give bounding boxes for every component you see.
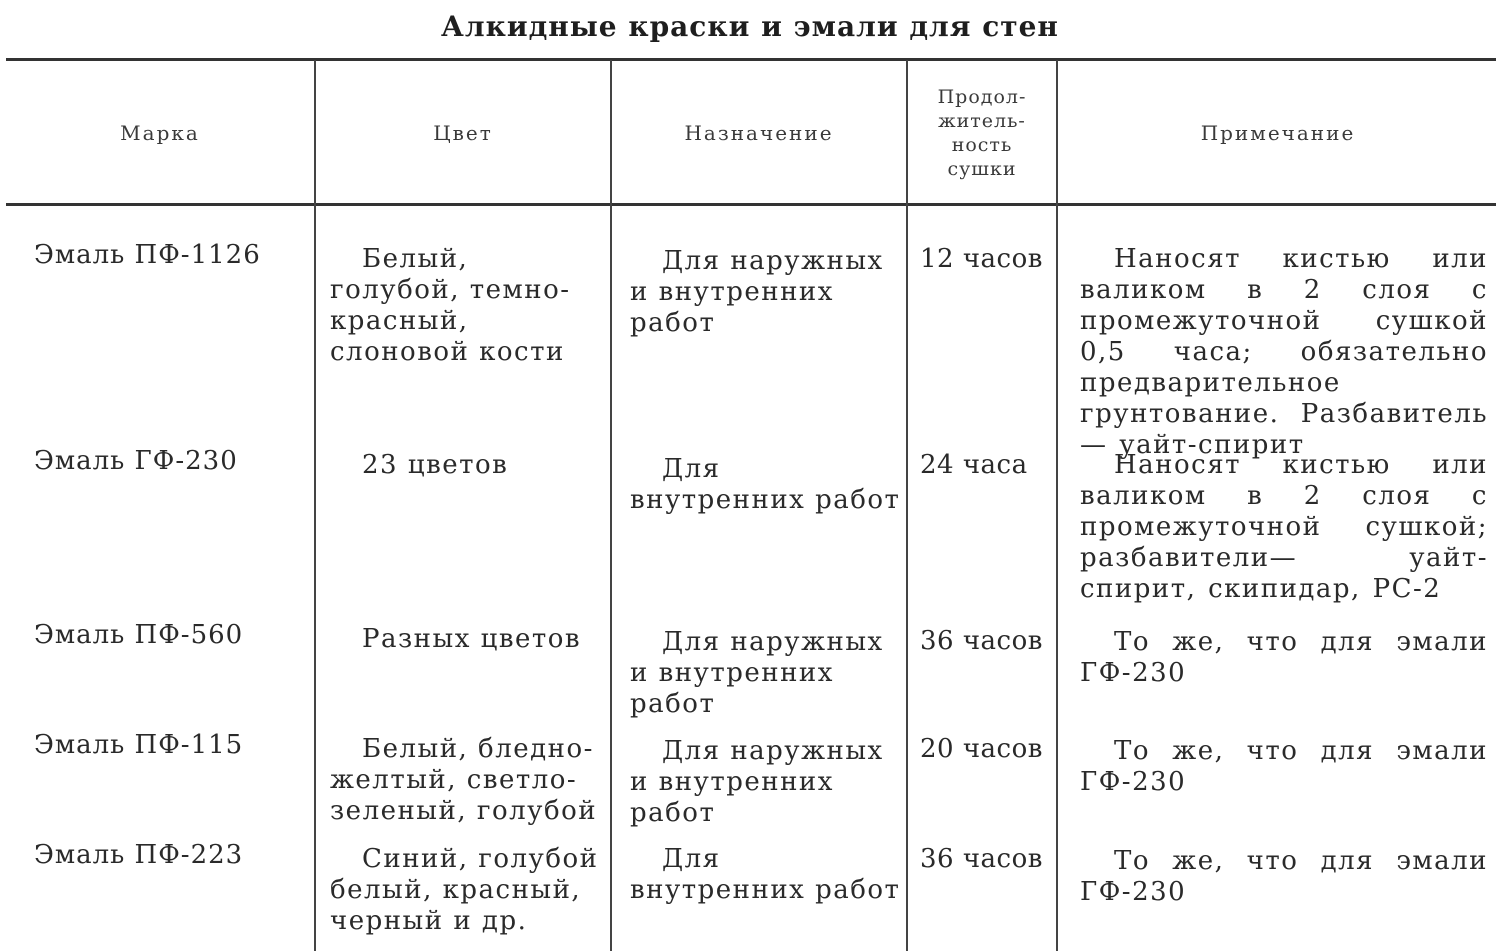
cell-note: То же, что для эмали ГФ-230 bbox=[1080, 627, 1488, 688]
header-color: Цвет bbox=[433, 120, 493, 145]
cell-mark: Эмаль ПФ-115 bbox=[34, 730, 244, 760]
header-purpose: Назначение bbox=[684, 120, 834, 145]
cell-mark: Эмаль ГФ-230 bbox=[34, 446, 238, 476]
cell-mark: Эмаль ПФ-560 bbox=[34, 620, 244, 650]
cell-purpose: Для внутренних работ bbox=[630, 454, 901, 515]
cell-color: Белый, голубой, темно-красный, слоновой кости bbox=[330, 244, 571, 367]
header-note: Примечание bbox=[1200, 120, 1356, 145]
cell-color: Разных цветов bbox=[362, 624, 582, 654]
cell-duration: 24 часа bbox=[920, 450, 1028, 480]
cell-note: Наносят кистью или валиком в 2 слоя с промежуточной сушкой 0,5 часа; обязательно предварительное грунтование. Разбавитель — уайт-спирит bbox=[1080, 244, 1488, 460]
cell-purpose: Для наружных и внутренних работ bbox=[630, 736, 884, 828]
table-title: Алкидные краски и эмали для стен bbox=[441, 10, 1059, 43]
cell-mark: Эмаль ПФ-1126 bbox=[34, 240, 261, 270]
cell-purpose: Для внутренних работ bbox=[630, 844, 901, 905]
cell-color: Синий, голубой белый, красный, черный и др. bbox=[330, 844, 599, 936]
cell-purpose: Для наружных и внутренних работ bbox=[630, 627, 884, 719]
cell-note: То же, что для эмали ГФ-230 bbox=[1080, 736, 1488, 797]
cell-color: Белый, бледно-желтый, светло-зеленый, голубой bbox=[330, 734, 598, 826]
cell-purpose: Для наружных и внутренних работ bbox=[630, 246, 884, 338]
cell-duration: 36 часов bbox=[920, 626, 1043, 656]
cell-duration: 20 часов bbox=[920, 734, 1043, 764]
cell-color: 23 цветов bbox=[362, 450, 509, 480]
cell-note: То же, что для эмали ГФ-230 bbox=[1080, 846, 1488, 907]
cell-mark: Эмаль ПФ-223 bbox=[34, 840, 244, 870]
cell-duration: 36 часов bbox=[920, 844, 1043, 874]
cell-note: Наносят кистью или валиком в 2 слоя с промежуточной сушкой; разбавители— уайт-спирит, скипидар, РС-2 bbox=[1080, 450, 1488, 604]
cell-duration: 12 часов bbox=[920, 244, 1043, 274]
header-duration: Продол- житель- ность сушки bbox=[937, 85, 1027, 180]
header-mark: Марка bbox=[120, 120, 200, 145]
